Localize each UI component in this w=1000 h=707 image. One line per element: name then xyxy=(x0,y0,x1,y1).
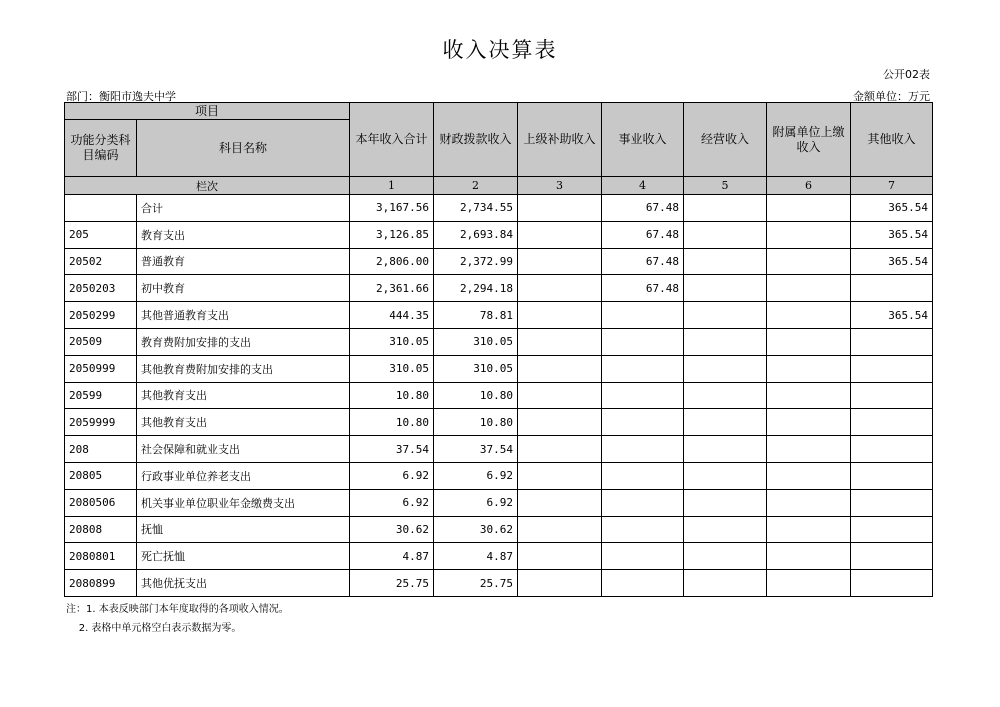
row-operating xyxy=(684,195,767,222)
row-affiliate xyxy=(767,382,851,409)
table-row xyxy=(65,302,933,329)
row-name: 初中教育 xyxy=(137,275,350,302)
row-affiliate xyxy=(767,221,851,248)
row-total: 6.92 xyxy=(350,462,434,489)
row-fiscal: 2,294.18 xyxy=(434,275,518,302)
row-operating xyxy=(684,328,767,355)
row-code: 2080899 xyxy=(65,570,137,597)
row-upper-subsidy xyxy=(518,248,602,275)
row-affiliate xyxy=(767,543,851,570)
row-fiscal: 6.92 xyxy=(434,489,518,516)
row-name: 合计 xyxy=(137,195,350,222)
row-name: 其他普通教育支出 xyxy=(137,302,350,329)
row-upper-subsidy xyxy=(518,570,602,597)
row-name: 教育费附加安排的支出 xyxy=(137,328,350,355)
row-business xyxy=(602,436,684,463)
table-row xyxy=(65,195,933,222)
row-name: 行政事业单位养老支出 xyxy=(137,462,350,489)
row-total: 25.75 xyxy=(350,570,434,597)
income-table xyxy=(64,102,933,597)
row-upper-subsidy xyxy=(518,543,602,570)
row-operating xyxy=(684,302,767,329)
row-business xyxy=(602,409,684,436)
row-total: 6.92 xyxy=(350,489,434,516)
row-code: 20599 xyxy=(65,382,137,409)
row-total: 444.35 xyxy=(350,302,434,329)
row-affiliate xyxy=(767,328,851,355)
row-affiliate xyxy=(767,275,851,302)
row-other xyxy=(851,275,933,302)
col-number: 6 xyxy=(767,177,851,195)
row-upper-subsidy xyxy=(518,355,602,382)
row-business: 67.48 xyxy=(602,195,684,222)
row-operating xyxy=(684,248,767,275)
row-affiliate xyxy=(767,248,851,275)
row-affiliate xyxy=(767,462,851,489)
table-row xyxy=(65,570,933,597)
row-other xyxy=(851,355,933,382)
row-fiscal: 6.92 xyxy=(434,462,518,489)
row-upper-subsidy xyxy=(518,195,602,222)
row-code: 20502 xyxy=(65,248,137,275)
row-affiliate xyxy=(767,302,851,329)
row-upper-subsidy xyxy=(518,382,602,409)
row-total: 30.62 xyxy=(350,516,434,543)
upper-subsidy-header: 上级补助收入 xyxy=(518,103,602,177)
note-line: 2. 表格中单元格空白表示数据为零。 xyxy=(66,623,242,634)
table-row xyxy=(65,221,933,248)
row-business xyxy=(602,570,684,597)
row-fiscal: 25.75 xyxy=(434,570,518,597)
row-upper-subsidy xyxy=(518,489,602,516)
row-other: 365.54 xyxy=(851,195,933,222)
row-affiliate xyxy=(767,570,851,597)
row-name: 死亡抚恤 xyxy=(137,543,350,570)
row-other xyxy=(851,570,933,597)
row-other xyxy=(851,328,933,355)
row-code: 2080506 xyxy=(65,489,137,516)
row-other xyxy=(851,543,933,570)
row-affiliate xyxy=(767,489,851,516)
row-upper-subsidy xyxy=(518,328,602,355)
row-code xyxy=(65,195,137,222)
row-fiscal: 10.80 xyxy=(434,382,518,409)
item-header: 项目 xyxy=(65,103,350,120)
row-business: 67.48 xyxy=(602,248,684,275)
row-other xyxy=(851,489,933,516)
row-total: 37.54 xyxy=(350,436,434,463)
row-fiscal: 310.05 xyxy=(434,328,518,355)
row-upper-subsidy xyxy=(518,462,602,489)
row-total: 310.05 xyxy=(350,328,434,355)
table-row xyxy=(65,516,933,543)
row-total: 10.80 xyxy=(350,382,434,409)
row-fiscal: 2,734.55 xyxy=(434,195,518,222)
row-business xyxy=(602,302,684,329)
row-other xyxy=(851,436,933,463)
row-other xyxy=(851,409,933,436)
row-other xyxy=(851,382,933,409)
row-total: 310.05 xyxy=(350,355,434,382)
row-fiscal: 78.81 xyxy=(434,302,518,329)
row-other: 365.54 xyxy=(851,302,933,329)
row-name: 教育支出 xyxy=(137,221,350,248)
row-fiscal: 30.62 xyxy=(434,516,518,543)
table-row xyxy=(65,489,933,516)
row-name: 其他教育支出 xyxy=(137,409,350,436)
row-fiscal: 310.05 xyxy=(434,355,518,382)
table-row xyxy=(65,409,933,436)
row-name: 机关事业单位职业年金缴费支出 xyxy=(137,489,350,516)
row-operating xyxy=(684,489,767,516)
row-total: 2,361.66 xyxy=(350,275,434,302)
table-row xyxy=(65,462,933,489)
row-total: 10.80 xyxy=(350,409,434,436)
row-operating xyxy=(684,436,767,463)
row-label-header: 栏次 xyxy=(65,177,350,195)
name-header: 科目名称 xyxy=(137,120,350,177)
table-row xyxy=(65,248,933,275)
row-fiscal: 4.87 xyxy=(434,543,518,570)
row-fiscal: 2,693.84 xyxy=(434,221,518,248)
row-upper-subsidy xyxy=(518,516,602,543)
row-operating xyxy=(684,462,767,489)
row-other xyxy=(851,462,933,489)
total-header: 本年收入合计 xyxy=(350,103,434,177)
row-operating xyxy=(684,543,767,570)
department-label: 部门：衡阳市逸夫中学 xyxy=(66,90,176,103)
row-name: 普通教育 xyxy=(137,248,350,275)
row-upper-subsidy xyxy=(518,302,602,329)
row-affiliate xyxy=(767,355,851,382)
row-affiliate xyxy=(767,436,851,463)
row-name: 社会保障和就业支出 xyxy=(137,436,350,463)
fiscal-header: 财政拨款收入 xyxy=(434,103,518,177)
row-upper-subsidy xyxy=(518,436,602,463)
row-code: 2050299 xyxy=(65,302,137,329)
row-business: 67.48 xyxy=(602,221,684,248)
row-fiscal: 10.80 xyxy=(434,409,518,436)
table-row xyxy=(65,382,933,409)
table-body xyxy=(65,195,933,597)
row-other: 365.54 xyxy=(851,221,933,248)
row-upper-subsidy xyxy=(518,409,602,436)
table-row xyxy=(65,355,933,382)
col-number: 3 xyxy=(518,177,602,195)
row-total: 3,167.56 xyxy=(350,195,434,222)
row-other xyxy=(851,516,933,543)
row-code: 2080801 xyxy=(65,543,137,570)
row-business xyxy=(602,516,684,543)
row-affiliate xyxy=(767,195,851,222)
row-other: 365.54 xyxy=(851,248,933,275)
col-number: 2 xyxy=(434,177,518,195)
form-code: 公开02表 xyxy=(883,68,930,81)
table-row xyxy=(65,543,933,570)
col-number: 7 xyxy=(851,177,933,195)
table-row xyxy=(65,275,933,302)
row-code: 20509 xyxy=(65,328,137,355)
row-business xyxy=(602,328,684,355)
row-code: 205 xyxy=(65,221,137,248)
row-code: 208 xyxy=(65,436,137,463)
row-affiliate xyxy=(767,409,851,436)
row-operating xyxy=(684,275,767,302)
row-total: 2,806.00 xyxy=(350,248,434,275)
col-number: 5 xyxy=(684,177,767,195)
row-operating xyxy=(684,355,767,382)
row-business xyxy=(602,543,684,570)
row-total: 4.87 xyxy=(350,543,434,570)
row-operating xyxy=(684,570,767,597)
row-name: 其他教育支出 xyxy=(137,382,350,409)
row-code: 20805 xyxy=(65,462,137,489)
row-code: 20808 xyxy=(65,516,137,543)
col-number: 1 xyxy=(350,177,434,195)
notes xyxy=(66,600,289,638)
row-code: 2059999 xyxy=(65,409,137,436)
row-business xyxy=(602,355,684,382)
row-code: 2050203 xyxy=(65,275,137,302)
row-name: 其他优抚支出 xyxy=(137,570,350,597)
row-operating xyxy=(684,382,767,409)
col-number: 4 xyxy=(602,177,684,195)
page-title: 收入决算表 xyxy=(442,38,558,62)
row-business xyxy=(602,382,684,409)
business-header: 事业收入 xyxy=(602,103,684,177)
row-fiscal: 37.54 xyxy=(434,436,518,463)
table-row xyxy=(65,436,933,463)
row-operating xyxy=(684,409,767,436)
row-upper-subsidy xyxy=(518,275,602,302)
row-operating xyxy=(684,516,767,543)
row-name: 抚恤 xyxy=(137,516,350,543)
row-code: 2050999 xyxy=(65,355,137,382)
other-header: 其他收入 xyxy=(851,103,933,177)
amount-unit-label: 金额单位：万元 xyxy=(853,90,930,103)
row-total: 3,126.85 xyxy=(350,221,434,248)
row-fiscal: 2,372.99 xyxy=(434,248,518,275)
affiliate-header: 附属单位上缴收入 xyxy=(767,103,851,177)
row-business xyxy=(602,489,684,516)
operating-header: 经营收入 xyxy=(684,103,767,177)
row-affiliate xyxy=(767,516,851,543)
table-row xyxy=(65,328,933,355)
row-name: 其他教育费附加安排的支出 xyxy=(137,355,350,382)
code-header: 功能分类科目编码 xyxy=(65,120,137,177)
note-line: 注：1. 本表反映部门本年度取得的各项收入情况。 xyxy=(66,604,289,615)
row-business xyxy=(602,462,684,489)
row-business: 67.48 xyxy=(602,275,684,302)
row-upper-subsidy xyxy=(518,221,602,248)
row-operating xyxy=(684,221,767,248)
